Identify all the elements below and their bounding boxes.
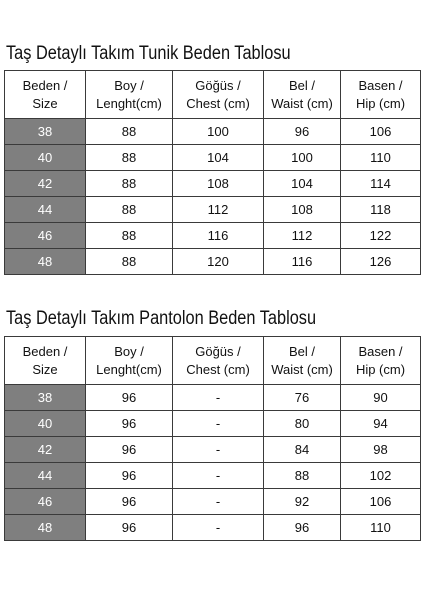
cell-length: 96 xyxy=(86,463,173,489)
table-row xyxy=(5,145,421,171)
column-header-line: Chest (cm) xyxy=(186,95,250,111)
column-header-hip xyxy=(341,337,421,385)
cell-hip: 110 xyxy=(341,515,421,541)
cell-size: 40 xyxy=(5,145,86,171)
cell-waist: 84 xyxy=(264,437,341,463)
cell-chest: 120 xyxy=(173,249,264,275)
cell-length: 96 xyxy=(86,385,173,411)
cell-size: 38 xyxy=(5,119,86,145)
column-header-line: Chest (cm) xyxy=(186,361,250,377)
column-header-line: Boy / xyxy=(114,77,144,93)
cell-waist: 104 xyxy=(264,171,341,197)
cell-length: 88 xyxy=(86,119,173,145)
cell-chest: - xyxy=(173,385,264,411)
cell-waist: 100 xyxy=(264,145,341,171)
table-row xyxy=(5,385,421,411)
cell-chest: - xyxy=(173,437,264,463)
cell-waist: 76 xyxy=(264,385,341,411)
cell-chest: 104 xyxy=(173,145,264,171)
header-row xyxy=(5,337,421,385)
cell-length: 96 xyxy=(86,515,173,541)
cell-length: 88 xyxy=(86,249,173,275)
cell-waist: 88 xyxy=(264,463,341,489)
cell-hip: 102 xyxy=(341,463,421,489)
column-header-line: Basen / xyxy=(358,77,403,93)
cell-hip: 98 xyxy=(341,437,421,463)
column-header-hip xyxy=(341,71,421,119)
table-row xyxy=(5,489,421,515)
table-row xyxy=(5,119,421,145)
cell-waist: 112 xyxy=(264,223,341,249)
column-header-line: Waist (cm) xyxy=(271,361,333,377)
cell-waist: 96 xyxy=(264,119,341,145)
cell-size: 44 xyxy=(5,463,86,489)
cell-size: 46 xyxy=(5,489,86,515)
column-header-line: Göğüs / xyxy=(195,77,241,93)
cell-chest: 108 xyxy=(173,171,264,197)
column-header-waist xyxy=(264,71,341,119)
cell-waist: 92 xyxy=(264,489,341,515)
column-header-line: Lenght(cm) xyxy=(96,361,162,377)
cell-chest: 100 xyxy=(173,119,264,145)
column-header-line: Beden / xyxy=(22,343,68,359)
column-header-chest xyxy=(173,71,264,119)
column-header-line: Basen / xyxy=(358,343,403,359)
cell-waist: 116 xyxy=(264,249,341,275)
cell-chest: - xyxy=(173,463,264,489)
cell-length: 88 xyxy=(86,145,173,171)
cell-hip: 106 xyxy=(341,489,421,515)
cell-hip: 90 xyxy=(341,385,421,411)
cell-hip: 106 xyxy=(341,119,421,145)
column-header-line: Size xyxy=(32,95,58,111)
cell-hip: 118 xyxy=(341,197,421,223)
column-header-chest xyxy=(173,337,264,385)
table-row xyxy=(5,171,421,197)
column-header-line: Boy / xyxy=(114,343,144,359)
cell-size: 48 xyxy=(5,249,86,275)
cell-length: 88 xyxy=(86,197,173,223)
pantolon-size-table xyxy=(4,336,421,541)
cell-chest: 116 xyxy=(173,223,264,249)
cell-size: 46 xyxy=(5,223,86,249)
column-header-line: Bel / xyxy=(288,343,315,359)
cell-size: 38 xyxy=(5,385,86,411)
cell-chest: - xyxy=(173,489,264,515)
cell-size: 42 xyxy=(5,437,86,463)
column-header-length xyxy=(86,71,173,119)
column-header-line: Göğüs / xyxy=(195,343,241,359)
cell-waist: 96 xyxy=(264,515,341,541)
cell-hip: 94 xyxy=(341,411,421,437)
cell-chest: 112 xyxy=(173,197,264,223)
cell-size: 42 xyxy=(5,171,86,197)
column-header-waist xyxy=(264,337,341,385)
cell-length: 96 xyxy=(86,437,173,463)
cell-size: 48 xyxy=(5,515,86,541)
cell-size: 44 xyxy=(5,197,86,223)
tunik-table-title: Taş Detaylı Takım Tunik Beden Tablosu xyxy=(6,43,291,64)
table-row xyxy=(5,463,421,489)
column-header-line: Hip (cm) xyxy=(355,361,406,377)
cell-length: 88 xyxy=(86,223,173,249)
column-header-length xyxy=(86,337,173,385)
cell-length: 96 xyxy=(86,411,173,437)
table-row xyxy=(5,249,421,275)
cell-hip: 122 xyxy=(341,223,421,249)
cell-size: 40 xyxy=(5,411,86,437)
column-header-line: Lenght(cm) xyxy=(96,95,162,111)
column-header-size xyxy=(5,71,86,119)
tunik-size-table xyxy=(4,70,421,275)
header-row xyxy=(5,71,421,119)
table-row xyxy=(5,223,421,249)
cell-chest: - xyxy=(173,411,264,437)
cell-hip: 114 xyxy=(341,171,421,197)
cell-length: 96 xyxy=(86,489,173,515)
table-row xyxy=(5,515,421,541)
table-row xyxy=(5,411,421,437)
cell-chest: - xyxy=(173,515,264,541)
column-header-line: Beden / xyxy=(22,77,68,93)
cell-waist: 80 xyxy=(264,411,341,437)
pantolon-table-title: Taş Detaylı Takım Pantolon Beden Tablosu xyxy=(6,308,317,329)
table-row xyxy=(5,197,421,223)
column-header-size xyxy=(5,337,86,385)
column-header-line: Size xyxy=(32,361,58,377)
cell-hip: 110 xyxy=(341,145,421,171)
column-header-line: Waist (cm) xyxy=(271,95,333,111)
cell-waist: 108 xyxy=(264,197,341,223)
cell-length: 88 xyxy=(86,171,173,197)
table-row xyxy=(5,437,421,463)
column-header-line: Hip (cm) xyxy=(355,95,406,111)
column-header-line: Bel / xyxy=(288,77,315,93)
cell-hip: 126 xyxy=(341,249,421,275)
